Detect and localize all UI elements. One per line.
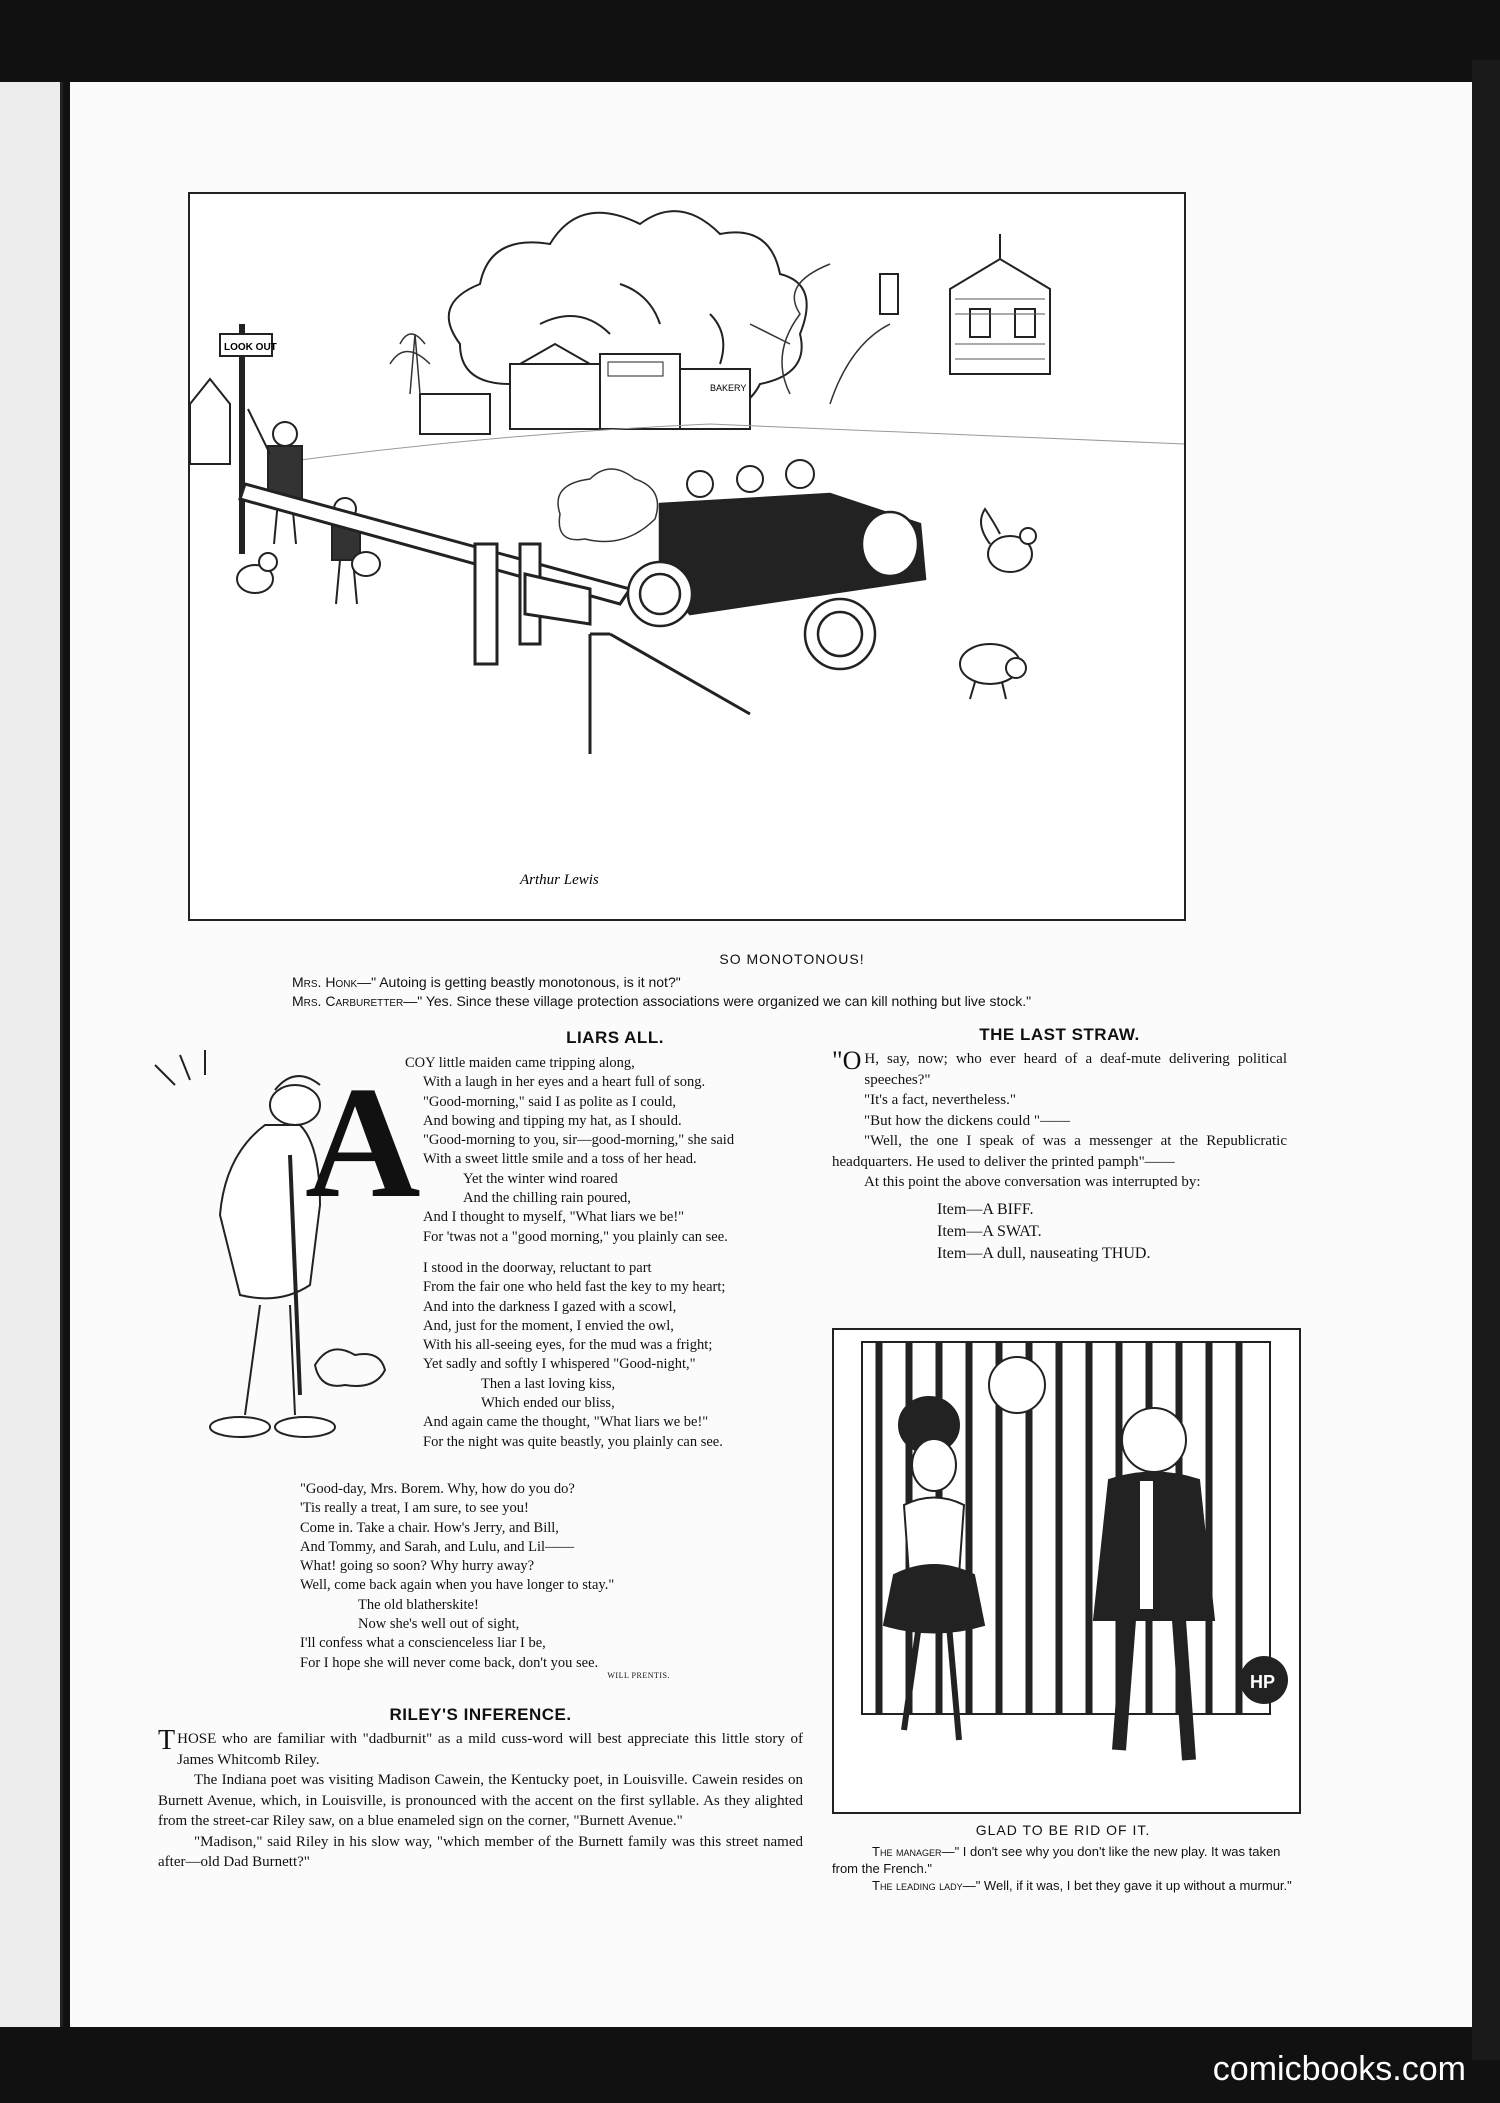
poem-line: COY little maiden came tripping along, xyxy=(405,1055,635,1071)
rileys-inference-title: RILEY'S INFERENCE. xyxy=(389,1705,572,1724)
poem-line: From the fair one who held fast the key to my heart; xyxy=(423,1279,726,1296)
list-item: Item—A SWAT. xyxy=(937,1222,1042,1240)
poem-line: And again came the thought, "What liars we be!" xyxy=(423,1414,709,1431)
caption-line-1 xyxy=(292,973,1292,992)
speech-text: —" I don't see why you don't like the new play. It was taken from the French." xyxy=(832,1844,1281,1876)
poem-line: And I thought to myself, "What liars we be!" xyxy=(423,1209,685,1226)
poem-line: Now she's well out of sight, xyxy=(358,1616,520,1633)
article-paragraph: "Well, the one I speak of was a messenger at the Republicratic headquarters. He used to deliver the printed pamph"—— xyxy=(832,1133,1287,1170)
poem-line: I'll confess what a conscienceless liar I be, xyxy=(300,1635,546,1652)
poem-line: And Tommy, and Sarah, and Lulu, and Lil—— xyxy=(300,1538,575,1555)
poem-line: "Good-morning to you, sir—good-morning," she said xyxy=(423,1132,735,1149)
glad-cartoon-caption xyxy=(832,1822,1294,1894)
auto-scene-drawing xyxy=(190,194,1184,919)
poem-line: For I hope she will never come back, don't you see. xyxy=(300,1654,599,1671)
article-paragraph: THOSE who are familiar with "dadburnit" as a mild cuss-word will best appreciate this little story of James Whitcomb Riley. xyxy=(158,1725,803,1768)
poem-stanza-2 xyxy=(405,1259,805,1452)
poem-line: Yet sadly and softly I whispered "Good-night," xyxy=(423,1356,696,1373)
item-list xyxy=(832,1199,1287,1265)
caption-line-1 xyxy=(832,1843,1294,1877)
speaker-name: The leading lady xyxy=(872,1878,963,1893)
poem-line: "Good-day, Mrs. Borem. Why, how do you do? xyxy=(300,1481,575,1497)
article-body xyxy=(832,1046,1287,1193)
poem-line: Yet the winter wind roared xyxy=(463,1170,618,1187)
speech-text: —" Yes. Since these village protection associations were organized we can kill nothing but live stock." xyxy=(403,993,1032,1009)
dropcap-letter: "O xyxy=(832,1046,862,1075)
caption-line-2 xyxy=(832,1877,1294,1894)
speech-text: —" Autoing is getting beastly monotonous, is it not?" xyxy=(357,974,681,990)
rileys-inference-article xyxy=(158,1705,803,1873)
top-cartoon-caption xyxy=(292,950,1292,1011)
poem-line: The old blatherskite! xyxy=(358,1596,479,1613)
poem-line: Then a last loving kiss, xyxy=(481,1375,616,1392)
page-spine-shadow xyxy=(1472,60,1500,2060)
artist-monogram: HP xyxy=(1250,1672,1276,1692)
article-paragraph: "It's a fact, nevertheless." xyxy=(864,1092,1016,1108)
poem-line: And bowing and tipping my hat, as I should. xyxy=(423,1112,682,1129)
poem-line: With a laugh in her eyes and a heart full of song. xyxy=(423,1074,706,1091)
poem-line: Well, come back again when you have longer to stay." xyxy=(300,1577,615,1594)
svg-text:BAKERY: BAKERY xyxy=(710,383,747,393)
article-paragraph: "But how the dickens could "—— xyxy=(864,1112,1070,1129)
poem-author: WILL PRENTIS. xyxy=(607,1670,670,1680)
article-paragraph: "O H, say, now; who ever heard of a deaf-mute delivering political speeches?" xyxy=(832,1046,1287,1088)
liars-all-poem xyxy=(405,1028,805,1452)
caption-title: SO MONOTONOUS! xyxy=(719,951,865,967)
poem-line: And the chilling rain poured, xyxy=(463,1190,631,1207)
list-item: Item—A BIFF. xyxy=(937,1200,1034,1218)
speaker-name: The manager xyxy=(872,1844,942,1859)
list-item: Item—A dull, nauseating THUD. xyxy=(937,1244,1151,1262)
dropcap-letter: T xyxy=(158,1725,176,1756)
caption-title: GLAD TO BE RID OF IT. xyxy=(975,1822,1151,1838)
poem-line: Which ended our bliss, xyxy=(481,1395,615,1412)
last-straw-title: THE LAST STRAW. xyxy=(979,1025,1140,1044)
look-out-sign-text: LOOK OUT xyxy=(224,342,277,353)
poem-line: For the night was quite beastly, you plainly can see. xyxy=(423,1433,723,1450)
caption-line-2 xyxy=(292,992,1292,1011)
article-paragraph: The Indiana poet was visiting Madison Cawein, the Kentucky poet, in Louisville. Cawein resides on Burnett Avenue, which, in Louisville, is pronounced with the accent on the first syllable. As they alighted from the street-car Riley saw, on a blue enameled sign on the corner, "Burnett Avenue." xyxy=(158,1772,803,1829)
site-watermark: comicbooks.com xyxy=(1212,2050,1466,2088)
poem-stanza-3 xyxy=(300,1480,670,1680)
poem-line: And, just for the moment, I envied the owl, xyxy=(423,1317,674,1334)
poem-line: And into the darkness I gazed with a scowl, xyxy=(423,1298,677,1315)
article-paragraph: "Madison," said Riley in his slow way, "which member of the Burnett family was this street named after—old Dad Burnett?" xyxy=(158,1833,803,1870)
article-paragraph: At this point the above conversation was interrupted by: xyxy=(864,1174,1201,1190)
speech-text: —" Well, if it was, I bet they gave it up without a murmur." xyxy=(962,1878,1292,1893)
artist-signature: Arthur Lewis xyxy=(520,872,599,888)
poem-line: 'Tis really a treat, I am sure, to see you! xyxy=(300,1500,529,1517)
poem-line: "Good-morning," said I as polite as I could, xyxy=(423,1093,677,1110)
last-straw-article xyxy=(832,1025,1287,1265)
poem-line: What! going so soon? Why hurry away? xyxy=(300,1558,535,1575)
poem-line: With a sweet little smile and a toss of her head. xyxy=(423,1151,697,1168)
liars-all-dropcap xyxy=(305,1053,421,1231)
liars-all-title: LIARS ALL. xyxy=(566,1028,664,1047)
adjacent-page-edge xyxy=(0,82,63,2027)
poem-line: With his all-seeing eyes, for the mud was a fright; xyxy=(423,1337,713,1354)
dropcap-letter: A xyxy=(305,1053,421,1231)
speaker-name: Mrs. Carburetter xyxy=(292,993,404,1009)
glad-cartoon-illustration xyxy=(832,1328,1301,1814)
poem-line: Come in. Take a chair. How's Jerry, and Bill, xyxy=(300,1519,559,1536)
poem-line: For 'twas not a "good morning," you plainly can see. xyxy=(423,1228,728,1245)
top-cartoon-illustration xyxy=(188,192,1186,921)
poem-stanza-1 xyxy=(405,1054,805,1247)
speaker-name: Mrs. Honk xyxy=(292,974,358,990)
article-body xyxy=(158,1725,803,1873)
poem-line: I stood in the doorway, reluctant to part xyxy=(423,1259,652,1276)
